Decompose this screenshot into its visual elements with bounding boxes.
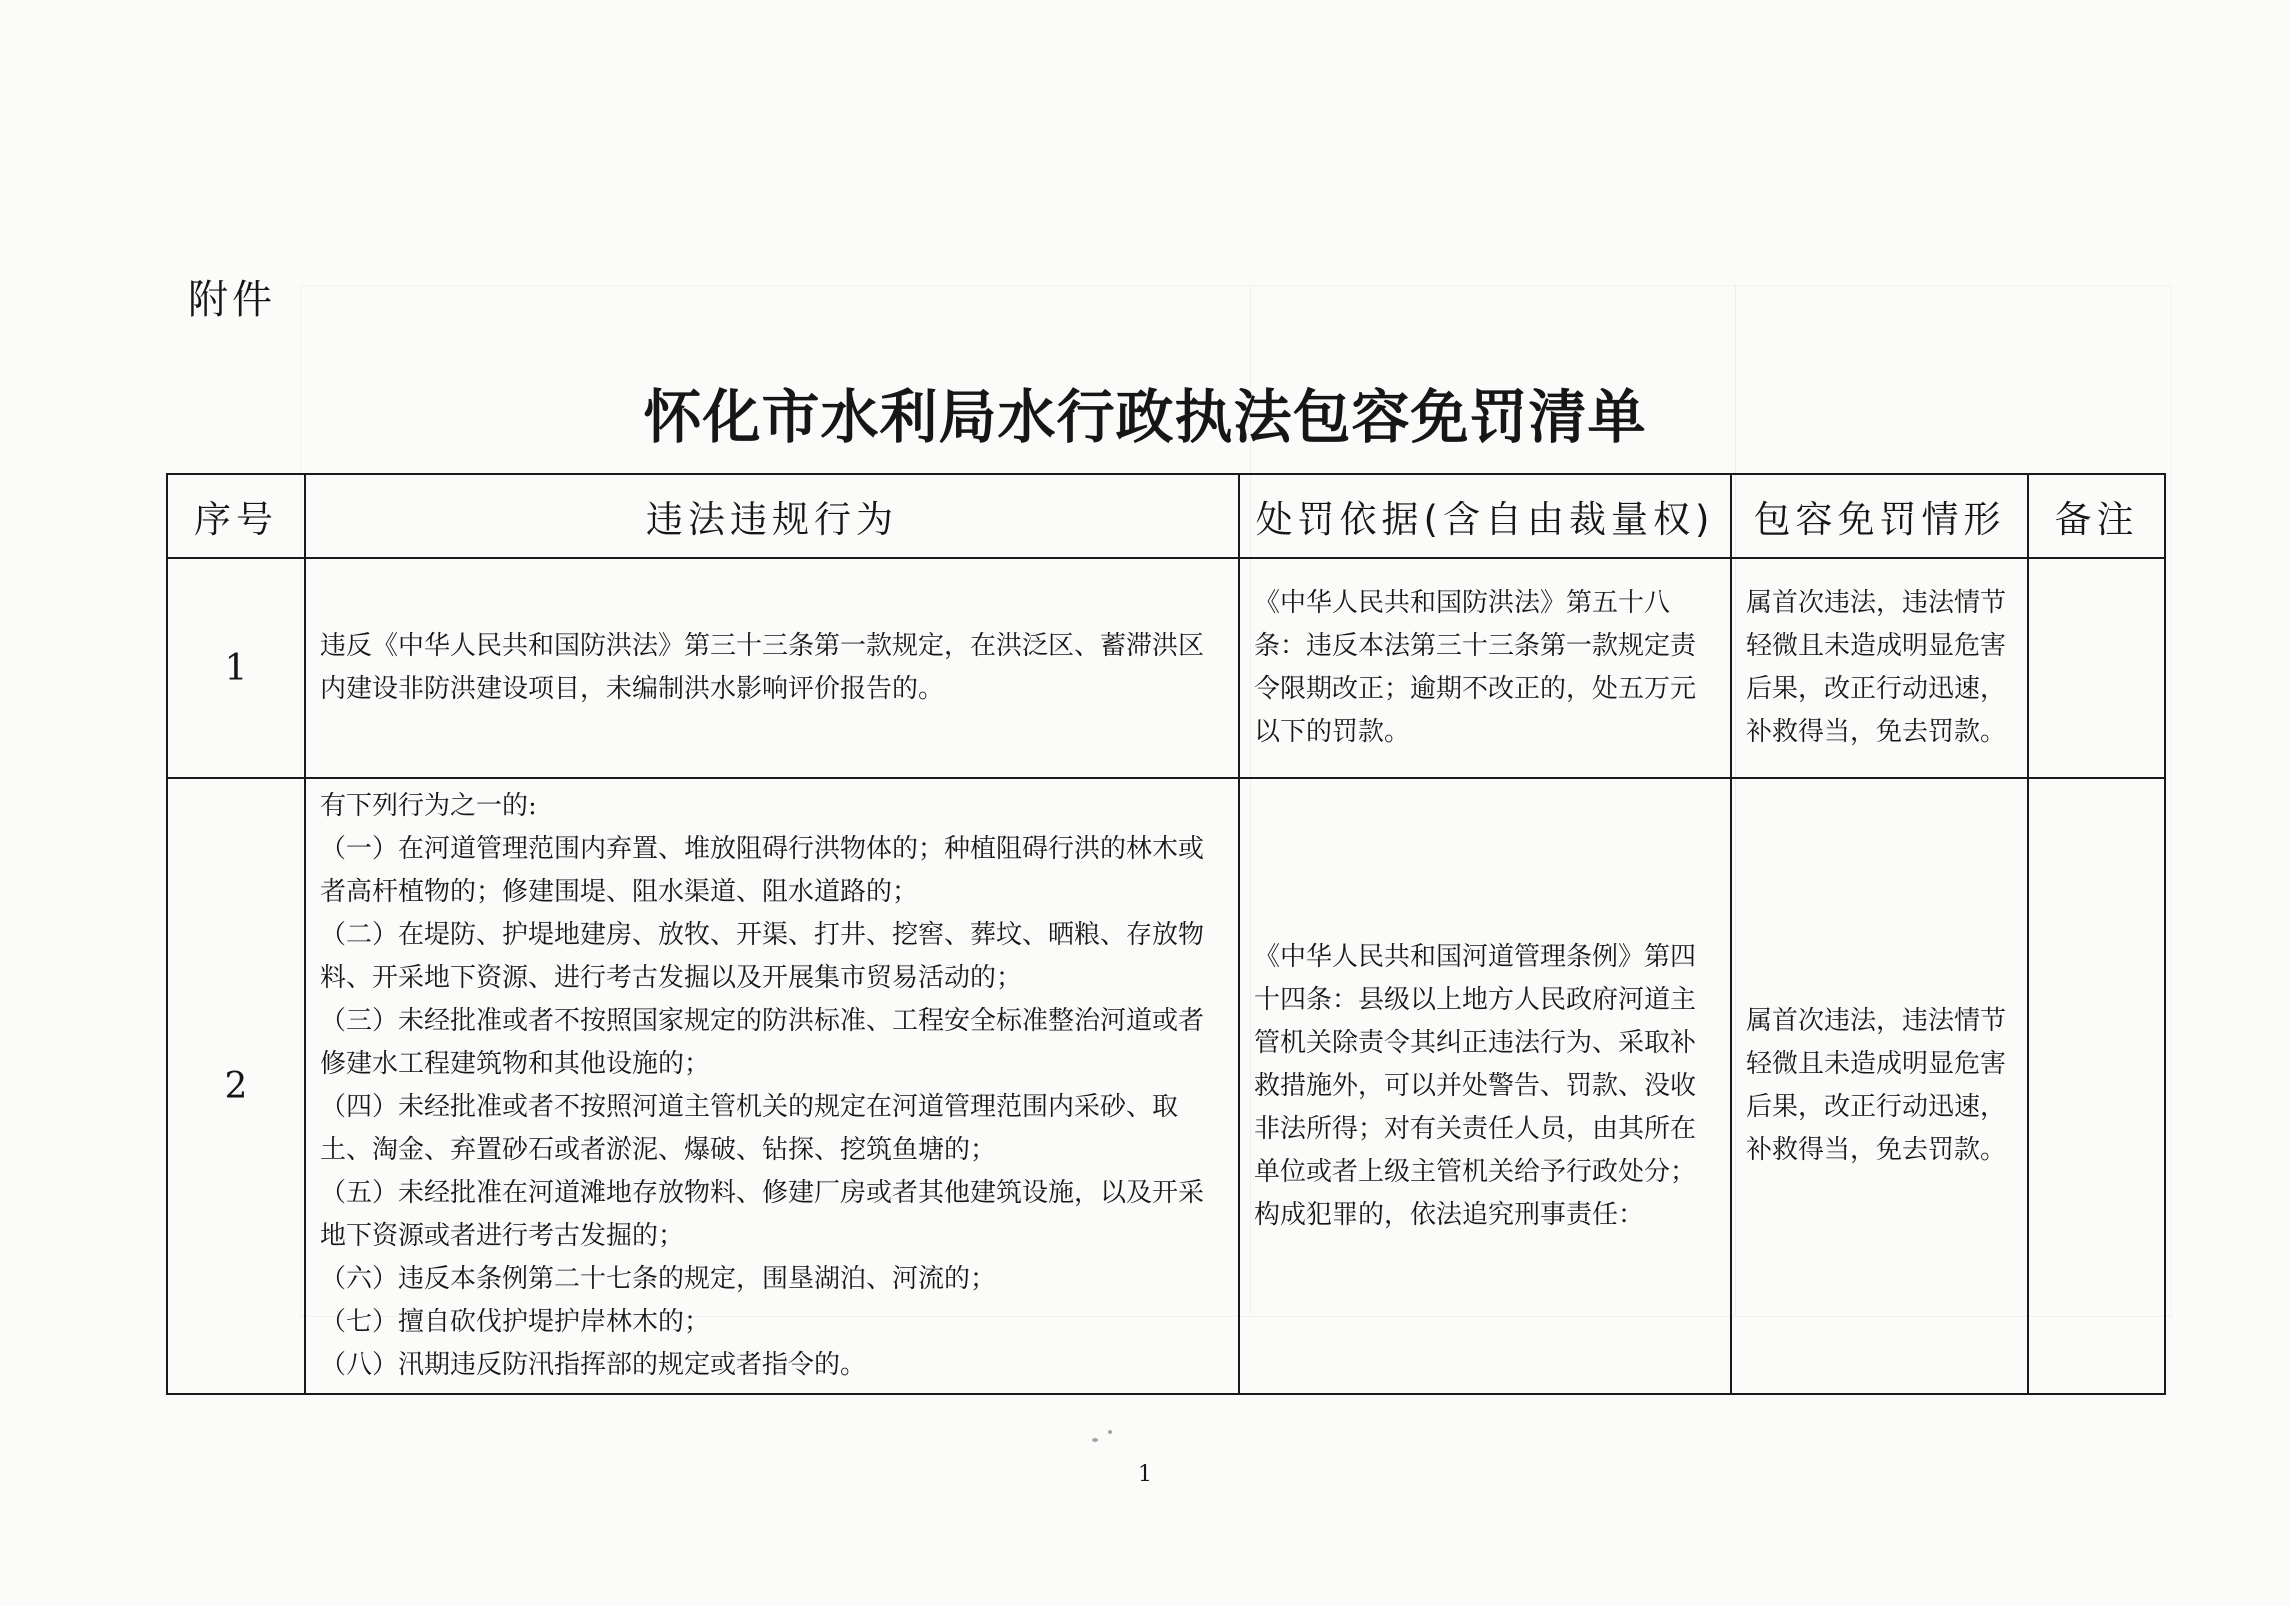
basis-text: 《中华人民共和国河道管理条例》第四十四条：县级以上地方人民政府河道主管机关除责令其纠正违法行为、采取补救措施外，可以并处警告、罚款、没收非法所得；对有关责任人员，由其所在单位或者上级主管机关给予行政处分；构成犯罪的，依法追究刑事责任： [1254,941,1697,1230]
basis-text: 《中华人民共和国防洪法》第五十八条：违反本法第三十三条第一款规定责令限期改正；逾期不改正的，处五万元以下的罚款。 [1254,588,1697,747]
exemption-text: 属首次违法，违法情节轻微且未造成明显危害后果，改正行动迅速，补救得当，免去罚款。 [1746,588,2007,747]
row-seq: 2 [167,778,305,1394]
header-behavior: 违法违规行为 [305,474,1239,558]
row-seq: 1 [167,558,305,778]
behavior-item: （六）违反本条例第二十七条的规定，围垦湖泊、河流的； [320,1264,997,1294]
exemption-text: 属首次违法，违法情节轻微且未造成明显危害后果，改正行动迅速，补救得当，免去罚款。 [1746,1006,2007,1165]
row-basis [1239,558,1731,778]
page-number: 1 [1138,1462,1152,1487]
header-seq: 序号 [167,474,305,558]
behavior-item: （五）未经批准在河道滩地存放物料、修建厂房或者其他建筑设施，以及开采地下资源或者进行考古发掘的； [320,1178,1205,1251]
behavior-item: （四）未经批准或者不按照河道主管机关的规定在河道管理范围内采砂、取土、淘金、弃置砂石或者淤泥、爆破、钻探、挖筑鱼塘的； [320,1092,1179,1165]
row-basis [1239,778,1731,1394]
annex-label: 附件 [188,277,276,323]
exemption-list-table [166,473,2166,1395]
row-behavior [305,778,1239,1394]
header-basis: 处罚依据(含自由裁量权) [1239,474,1731,558]
row-remark [2028,778,2165,1394]
behavior-item: （八）汛期违反防汛指挥部的规定或者指令的。 [320,1350,867,1380]
row-exemption [1731,778,2028,1394]
behavior-intro: 有下列行为之一的: [320,791,537,821]
row-behavior [305,558,1239,778]
table-row [167,778,2165,1394]
behavior-item: （一）在河道管理范围内弃置、堆放阻碍行洪物体的；种植阻碍行洪的林木或者高杆植物的；修建围堤、阻水渠道、阻水道路的； [320,834,1205,907]
table-row [167,558,2165,778]
table-header-row [167,474,2165,558]
behavior-text: 违反《中华人民共和国防洪法》第三十三条第一款规定，在洪泛区、蓄滞洪区内建设非防洪建设项目，未编制洪水影响评价报告的。 [320,631,1205,704]
row-exemption [1731,558,2028,778]
behavior-item: （二）在堤防、护堤地建房、放牧、开渠、打井、挖窖、葬坟、晒粮、存放物料、开采地下资源、进行考古发掘以及开展集市贸易活动的； [320,920,1205,993]
scan-speck [1092,1438,1098,1442]
behavior-item: （七）擅自砍伐护堤护岸林木的； [320,1307,711,1337]
document-title: 怀化市水利局水行政执法包容免罚清单 [643,383,1647,451]
header-remark: 备注 [2028,474,2165,558]
scan-speck [1108,1430,1112,1434]
row-remark [2028,558,2165,778]
behavior-item: （三）未经批准或者不按照国家规定的防洪标准、工程安全标准整治河道或者修建水工程建筑物和其他设施的； [320,1006,1205,1079]
header-exemption: 包容免罚情形 [1731,474,2028,558]
